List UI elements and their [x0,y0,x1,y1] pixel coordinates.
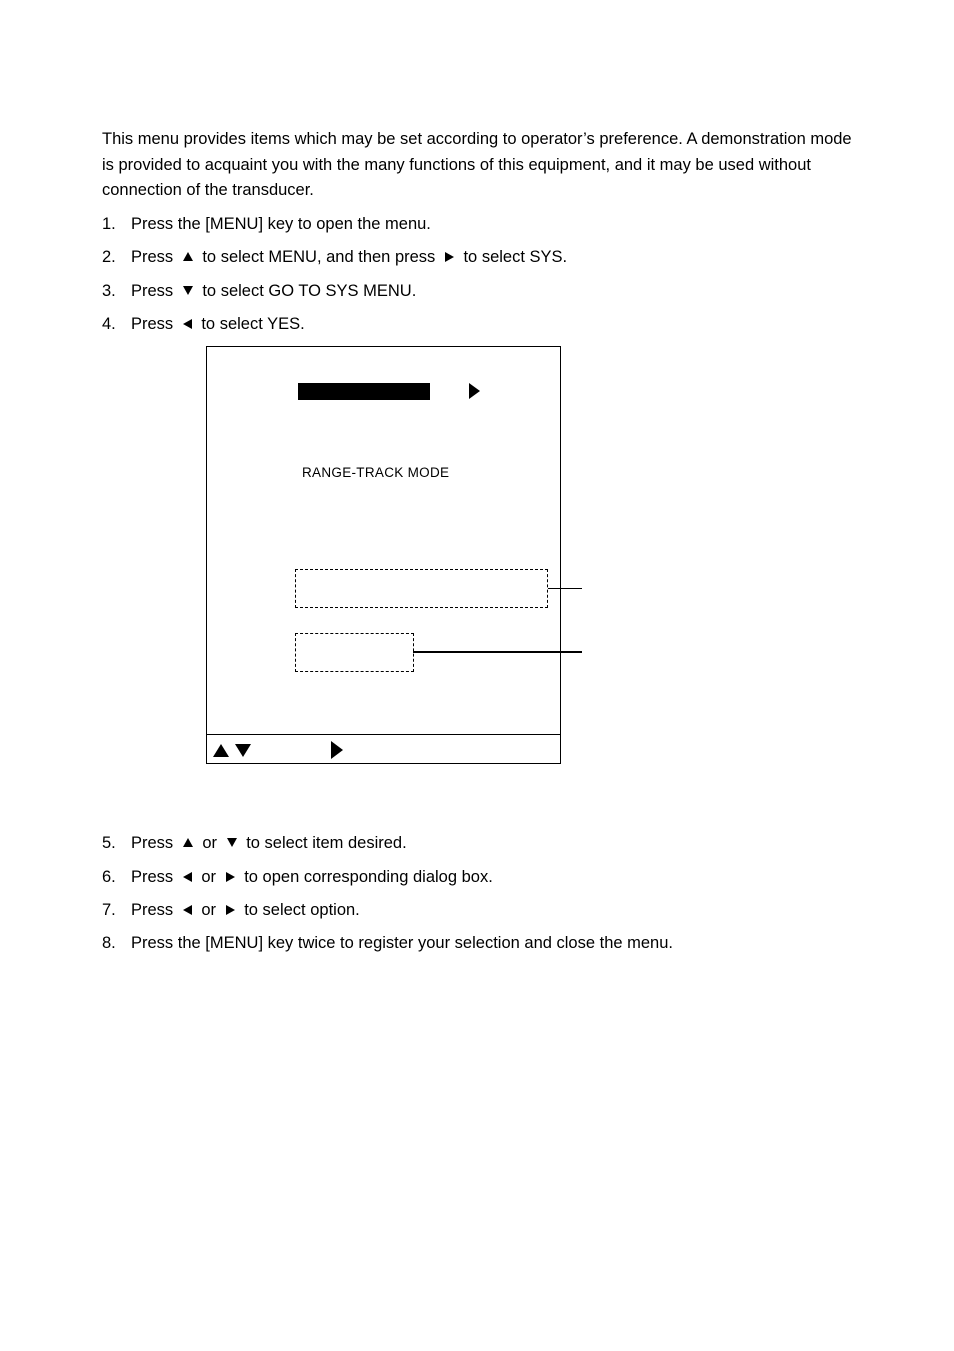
right-arrow-icon [469,383,480,399]
step-text: or [196,901,221,919]
step-3 [102,281,416,301]
down-arrow-icon [183,286,193,295]
step-number: 1. [102,215,116,233]
right-arrow-icon [226,872,235,882]
step-number: 6. [102,868,116,886]
step-text: to select MENU, and then press [197,248,440,266]
step-text: to open corresponding dialog box. [239,868,493,886]
footer-divider [207,734,560,735]
step-number: 2. [102,248,116,266]
menu-screen-diagram [206,346,561,764]
step-text: Press the [MENU] key twice to register your selection and close the menu. [131,934,673,952]
step-number: 8. [102,934,116,952]
down-arrow-icon [227,838,237,847]
up-arrow-icon [213,744,229,757]
right-arrow-icon [226,905,235,915]
step-text: Press [131,834,178,852]
right-arrow-icon [445,252,454,262]
step-text: Press [131,901,178,919]
intro-paragraph: This menu provides items which may be set according to operator’s preference. A demonstration mode is provided to acquaint you with the many functions of this equipment, and it may be used without connection of the transducer. [102,130,852,199]
dashed-field-box [295,569,548,608]
down-arrow-icon [235,744,251,757]
callout-leader-line [548,588,582,589]
callout-leader-line [413,651,582,653]
left-arrow-icon [183,872,192,882]
step-6 [102,867,493,887]
up-arrow-icon [183,252,193,261]
step-8 [102,933,673,953]
left-arrow-icon [183,319,192,329]
right-arrow-icon [331,741,343,759]
step-5 [102,833,407,853]
step-text: Press the [MENU] key to open the menu. [131,215,431,233]
left-arrow-icon [183,905,192,915]
step-text: Press [131,282,178,300]
step-text: to select GO TO SYS MENU. [197,282,417,300]
step-4 [102,314,305,334]
menu-item-label: RANGE-TRACK MODE [302,465,450,480]
dashed-field-box-small [295,633,414,672]
step-text: Press [131,315,178,333]
step-number: 5. [102,834,116,852]
step-text: Press [131,248,178,266]
step-number: 4. [102,315,116,333]
step-text: to select YES. [196,315,305,333]
step-text: Press [131,868,178,886]
highlight-bar [298,383,430,400]
step-2 [102,247,567,267]
step-text: to select option. [239,901,360,919]
step-number: 7. [102,901,116,919]
step-7 [102,900,360,920]
step-1 [102,214,431,234]
step-number: 3. [102,282,116,300]
up-arrow-icon [183,838,193,847]
step-text: or [197,834,222,852]
step-text: to select SYS. [458,248,568,266]
step-text: to select item desired. [241,834,407,852]
step-text: or [196,868,221,886]
